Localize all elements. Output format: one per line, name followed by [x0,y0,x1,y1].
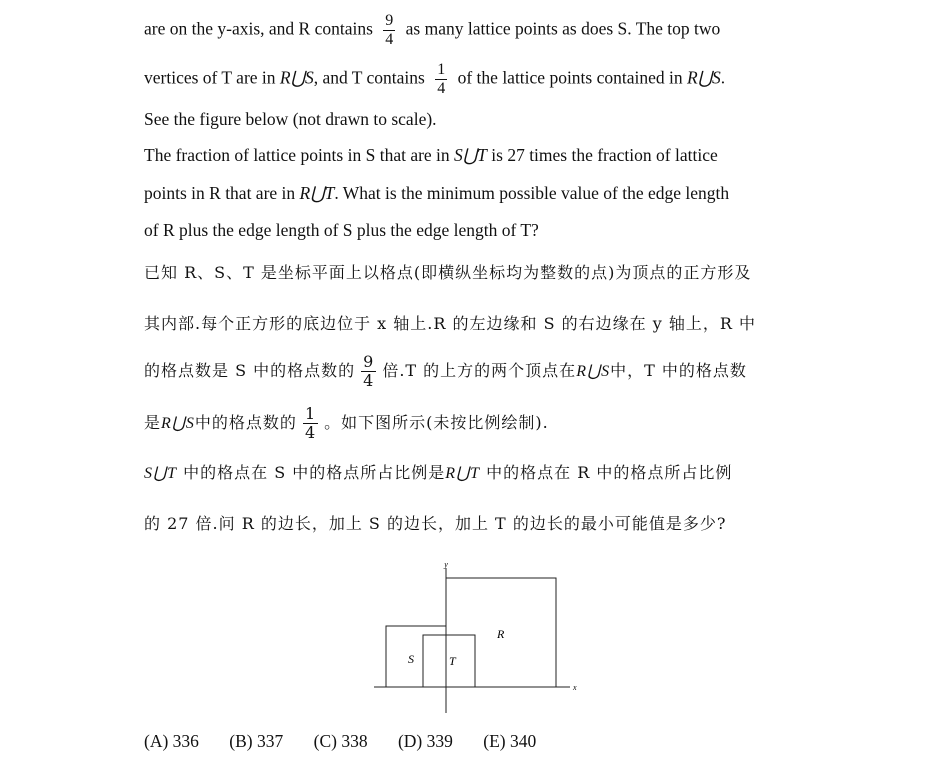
en-line-3: See the figure below (not drawn to scale). [144,109,437,129]
en-line-1: are on the y-axis, and R contains $\frac{9}{4}$ as many lattice points as does S. The top two [144,12,721,48]
fraction-nine-fourths: $\frac{9}{4}$ [385,12,394,48]
fraction-one-fourth-cn: $\frac{1}{4}$ [304,404,317,442]
x-axis-label: x [573,683,577,692]
en-line-5: points in R that are in R⋃T. What is the minimum possible value of the edge length [144,183,730,203]
fraction-one-fourth: $\frac{1}{4}$ [437,61,446,97]
label-t: T [449,654,456,668]
cn-line-3: 的格点数是 S 中的格点数的 $\frac{9}{4}$ 倍.T 的上方的两个顶点在R⋃S中，T 中的格点数 [144,352,747,390]
label-s: S [408,652,414,666]
en-line-2: vertices of T are in R⋃S, and T contains $\frac{1}{4}$ of the lattice points contained in R⋃S. [144,61,726,97]
cn-line-4: 是R⋃S中的格点数的 $\frac{1}{4}$ 。如下图所示(未按比例绘制). [144,404,549,442]
fraction-nine-fourths-cn: $\frac{9}{4}$ [363,352,375,390]
choice-a[interactable]: (A) 336 [144,731,199,751]
en-line-4: The fraction of lattice points in S that are in S⋃T is 27 times the fraction of lattice [144,145,718,165]
choice-e[interactable]: (E) 340 [483,731,537,751]
en-line-6: of R plus the edge length of S plus the edge length of T? [144,220,539,240]
label-r: R [497,627,505,641]
squares-diagram [370,558,580,718]
y-axis-label: y [444,560,448,569]
squares-figure [370,558,580,718]
choice-d[interactable]: (D) 339 [397,731,453,751]
cn-line-6: 的 27 倍.问 R 的边长，加上 S 的边长，加上 T 的边长的最小可能值是多少? [144,514,727,533]
choice-b[interactable]: (B) 337 [229,731,284,751]
answer-choices [144,731,562,752]
cn-line-2: 其内部.每个正方形的底边位于 x 轴上.R 的左边缘和 S 的右边缘在 y 轴上，R 中 [144,314,756,333]
cn-line-1: 已知 R、S、T 是坐标平面上以格点(即横纵坐标均为整数的点)为顶点的正方形及 [144,263,752,282]
choice-c[interactable]: (C) 338 [313,731,368,751]
cn-line-5: S⋃T 中的格点在 S 中的格点所占比例是R⋃T 中的格点在 R 中的格点所占比例 [144,463,733,482]
